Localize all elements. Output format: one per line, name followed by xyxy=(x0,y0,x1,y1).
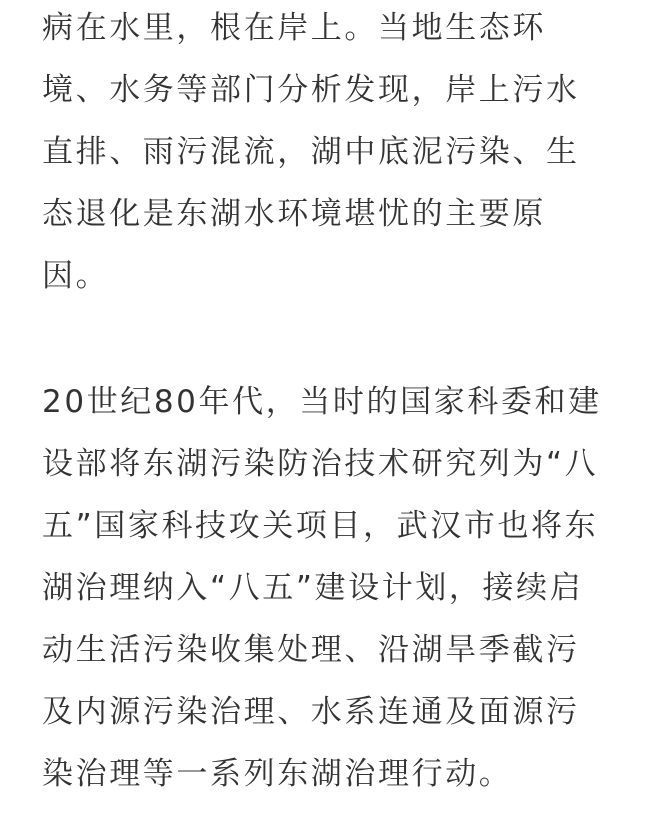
paragraph-1-line-1: 病在水里，根在岸上。当地生态环 xyxy=(42,10,546,46)
paragraph-2-line-4: 湖治理纳入“八五”建设计划，接续启 xyxy=(42,570,584,606)
paragraph-2-line-5: 动生活污染收集处理、沿湖旱季截污 xyxy=(42,632,580,668)
paragraph-1-line-4: 态退化是东湖水环境堪忧的主要原 xyxy=(42,196,546,232)
article-body xyxy=(42,0,616,805)
paragraph-1 xyxy=(42,0,616,307)
paragraph-1-line-3: 直排、雨污混流，湖中底泥污染、生 xyxy=(42,134,580,170)
paragraph-2-line-2: 设部将东湖污染防治技术研究列为“八 xyxy=(42,446,599,482)
paragraph-1-line-5: 因。 xyxy=(42,258,110,294)
paragraph-2-line-3: 五”国家科技攻关项目，武汉市也将东 xyxy=(42,508,599,544)
paragraph-2 xyxy=(42,371,616,805)
paragraph-2-line-7: 染治理等一系列东湖治理行动。 xyxy=(42,756,513,792)
paragraph-2-line-1: 20世纪80年代，当时的国家科委和建 xyxy=(42,384,602,420)
paragraph-1-line-2: 境、水务等部门分析发现，岸上污水 xyxy=(42,72,580,108)
paragraph-2-line-6: 及内源污染治理、水系连通及面源污 xyxy=(42,694,580,730)
